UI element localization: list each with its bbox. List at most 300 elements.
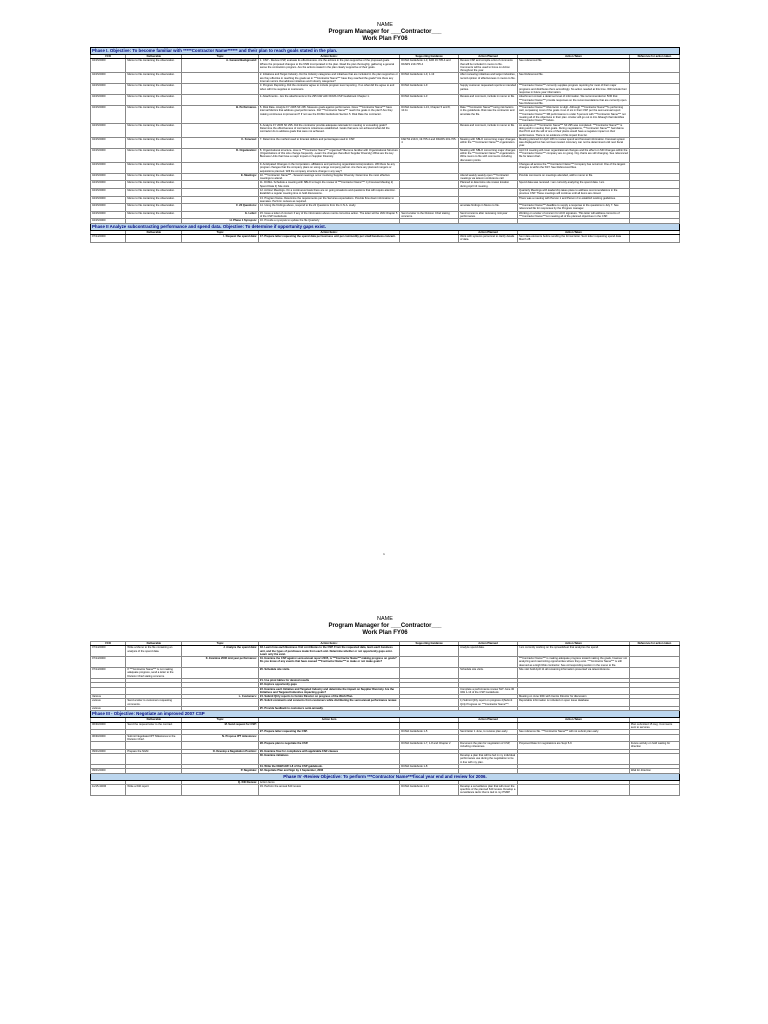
topic-cell: D. Organization:	[182, 148, 259, 162]
deliverable-cell: Memo to file containing the observation.	[126, 204, 182, 212]
reference-cell	[629, 123, 679, 137]
fco-cell: 06/30/2000	[91, 734, 126, 742]
action-planned-cell: Develop a plan that will be fed in my individual performance use during the negotiation to be in line with my plan.	[459, 754, 518, 765]
fco-cell: 04/15/2000	[91, 137, 126, 148]
action-item-cell: 6. Analyze FY 2005 SF 295- Did the contractor provide adequate rationale for meeting or exceeding goals? Determine the effectiveness of contractors milestones established. Goals that were not achieved what did the contractor do to address goals that were not achieved.	[258, 123, 399, 137]
deliverable-cell	[126, 687, 182, 695]
reference-cell	[629, 173, 679, 181]
table-row	[91, 84, 680, 95]
deliverable-cell: Memo to file containing the observation.	[126, 173, 182, 181]
topic-cell	[182, 123, 259, 137]
action-planned-cell: After reviewing initiatives and target industries, record opinion of effectiveness in memo to file.	[459, 73, 518, 84]
fco-cell: 04/15/2000	[91, 95, 126, 106]
reference-cell	[629, 784, 679, 795]
table-row	[91, 95, 680, 106]
reference-cell: Future activity on hold waiting for direction	[629, 742, 679, 750]
topic-cell: N. Propose IPT milestones:	[182, 734, 259, 742]
reference-cell	[629, 234, 679, 242]
supporting-guidance-cell: DCMA Guidebook 1-9, 1-13	[400, 73, 459, 84]
action-taken-cell: Sent data elements before sending the formal letter. Sent letter requesting spend data March 28.	[517, 234, 629, 242]
supporting-guidance-cell: DCMA Guidebook 1-3, FAR 19.705-4 and DFARS 219-705-4	[400, 59, 459, 73]
supporting-guidance-header: Supporting Guidance	[400, 55, 459, 59]
reference-cell	[629, 148, 679, 162]
fco-cell: various	[91, 707, 126, 711]
action-planned-cell	[459, 188, 518, 196]
action-item-cell	[258, 734, 399, 742]
reference-header: Reference for action taken	[629, 642, 679, 646]
table-row	[91, 211, 680, 219]
phase-1-banner: Phase I. Objective: To become familiar with *****Contractor Name****** and their plan to reach goals stated in the plan.	[91, 48, 680, 55]
action-planned-cell: Document the plan for negotiation of CSP, including milestones.	[459, 742, 518, 750]
topic-cell	[182, 784, 259, 795]
reference-cell	[629, 137, 679, 148]
supporting-guidance-cell	[400, 173, 459, 181]
fco-cell: 04/15/2000	[91, 84, 126, 95]
work-plan-table-2	[90, 641, 680, 796]
reference-cell	[629, 211, 679, 219]
deliverable-cell	[126, 234, 182, 242]
action-taken-cell: Site visit held April 11 all remaining information presented via teleconference.	[517, 668, 629, 679]
action-taken-cell: Attachment contain a detail set level of information. We recommended on 5/30 that ***Contractor Name*** provide responses on the recommendations that are currently open. See Referenced file.	[517, 95, 629, 106]
action-item-cell: 31. Write the NGM IAW 1-8 of the CSP guidebook.	[258, 764, 399, 768]
supporting-guidance-cell	[400, 699, 459, 707]
supporting-guidance-header: Supporting Guidance	[400, 642, 459, 646]
action-planned-cell	[459, 162, 518, 173]
table-row	[91, 196, 680, 204]
topic-cell	[182, 188, 259, 196]
action-planned-cell: Meeting with SBLO concerning major changes within the ***Contractor Name*** organization.	[459, 137, 518, 148]
table-row	[91, 234, 680, 242]
action-planned-cell: annotate findings in Memo to file.	[459, 204, 518, 212]
deliverable-cell: Memo to file containing the observation.	[126, 123, 182, 137]
reference-cell	[629, 646, 679, 657]
topic-cell: A. General Background:	[182, 59, 259, 73]
action-item-cell: 16. Provide a synopsis to update the file Quarterly	[258, 219, 399, 223]
action-planned-cell: Attend weekly weekly open ***Contractor meetings via telecon conference call	[459, 173, 518, 181]
fco-cell: 09/01/2000	[91, 749, 126, 753]
fco-cell: various	[91, 699, 126, 707]
deliverable-header: Deliverable	[126, 642, 182, 646]
fco-cell: 04/15/2000	[91, 219, 126, 223]
name-field: NAME	[377, 616, 393, 622]
supporting-guidance-cell: DCMA Guidebook 1-13	[400, 784, 459, 795]
action-item-cell: 32. Negotiate Plan and Sign by 1 September, 2006	[258, 769, 399, 773]
topic-cell: K. Examine 2006 mid-year performance:	[182, 657, 259, 668]
action-item-cell: 13. Program Name- Determine the requirements per the Services expectations. Provide flow down information to teamates. Perform reviews as required.	[258, 196, 399, 204]
table-row	[91, 734, 680, 742]
action-item-cell: 12. Ad Hoc Meetings- On a continuous basis there are on going situations and questions that will require attention. Establish a regular meeting time to hold discussions.	[258, 188, 399, 196]
action-taken-cell: Working on a letter of concern for ACO signature. This letter will address concerns of ***Contractor Name***not meeting all of the planned objectives in the CSP.	[517, 211, 629, 219]
action-item-cell: 27. Prepare letter requesting the CSP.	[258, 730, 399, 734]
topic-cell: F. 22 Questions:	[182, 204, 259, 212]
fco-cell	[91, 754, 126, 765]
reference-cell: Wait for direction	[629, 769, 679, 773]
work-plan-table-1	[90, 47, 680, 243]
action-item-cell: 18. Learn how each Business Unit contributes to the CSP. From the requested data, learn each business unit, and the types of purchases made from each unit. Determine whether or not opportunity gaps exist. Learn only the exist.	[258, 646, 399, 657]
supporting-guidance-cell	[400, 123, 459, 137]
action-item-cell: 1. CSP - Review CSP, evaluate its effectiveness. Are the actions in the plan supportive of the proposed goals. Where the proposed changes to the NSM incorporated in the plan. Read the plan thoroughly, gathering a general sense the contractors program. Are the actions stated in the plan clearly supportive of their goals.	[258, 59, 399, 73]
phase-2-banner-text: Phase II Analyze subcontracting performance and spend data. Objective: To determine if opportunity gaps exist.	[91, 223, 680, 230]
deliverable-header: Deliverable	[126, 55, 182, 59]
table-row	[91, 754, 680, 765]
fco-cell: 04/15/2000	[91, 123, 126, 137]
reference-cell	[629, 196, 679, 204]
action-taken-cell: See Referenced file.	[517, 73, 629, 84]
action-planned-cell: Analyze spend data.	[459, 646, 518, 657]
deliverable-cell: Prepare the NGM	[126, 749, 182, 753]
action-taken-cell	[517, 754, 629, 765]
action-planned-header: Action Planned	[459, 230, 518, 234]
topic-cell: L. Customers:	[182, 695, 259, 699]
deliverable-cell: Memo to file containing the observation.	[126, 188, 182, 196]
action-item-cell: 10. ***Contractor Name*** - Several meetings occur involving Supplier Diversity. Determine the most effective meetings to attend.	[258, 173, 399, 181]
supporting-guidance-cell	[400, 754, 459, 765]
table-row	[91, 123, 680, 137]
table-row	[91, 73, 680, 84]
fco-cell: Various	[91, 695, 126, 699]
table-row	[91, 204, 680, 212]
topic-cell	[182, 84, 259, 95]
phase-3-banner-text: Phase III - Objective: Negotiate an improved 2007 CSP	[91, 711, 680, 718]
action-planned-header: Action Planned	[459, 55, 518, 59]
supporting-guidance-cell: DCMA Guidebook 1-8	[400, 764, 459, 768]
fco-cell: 04/15/2000	[91, 59, 126, 73]
action-item-cell: 14. Using the findings above, respond to the 22 Questions from the C.N.A. study.	[258, 204, 399, 212]
fco-cell	[91, 742, 126, 750]
reference-header: Reference for action taken	[629, 55, 679, 59]
action-item-cell: Action Items	[258, 780, 399, 784]
reference-cell	[629, 204, 679, 212]
action-taken-cell: ***Contractor Name*** currently supplies program reporting for most of their major programs and distributes them accordingly. No action needed at this time. Will include their response in future year information.	[517, 84, 629, 95]
supporting-guidance-cell	[400, 722, 459, 730]
table-row	[91, 173, 680, 181]
action-planned-cell: Rate ***Contractor Name***using risk factors in the guidebook. Risk rate the contractor and annotate the file.	[459, 106, 518, 123]
deliverable-cell	[126, 754, 182, 765]
fco-cell: 11/15-30/06	[91, 784, 126, 795]
reference-cell	[629, 668, 679, 679]
action-item-cell: 33. Perform the annual 640 review	[258, 784, 399, 795]
supporting-guidance-cell	[400, 646, 459, 657]
name-field: NAME	[377, 22, 393, 28]
action-taken-cell: Proposed Date for negotiations are Sept 5-9	[517, 742, 629, 750]
action-planned-cell: Work with systems personnel to clarify details of data.	[459, 234, 518, 242]
reference-cell	[629, 188, 679, 196]
reference-cell	[629, 59, 679, 73]
page-1-header	[90, 22, 680, 43]
action-item-cell: 5. Risk Rate- Analyze FY 2005 SF 295. Measure goals against performance. Does ***Contractor Name*** have internal Metrics that address goal performance. Did ***Contractor Name*** reach the goals in the plan? Are they making continuous improvement? If not see the DCMA Guidebook Section 5. Risk Rate the contractor.	[258, 106, 399, 123]
reference-cell	[629, 181, 679, 189]
fco-cell: 04/15/2000	[91, 211, 126, 219]
deliverable-header: Deliverable	[126, 718, 182, 722]
topic-header: Topic	[182, 642, 259, 646]
table-row	[91, 784, 680, 795]
action-planned-header: Action Planned	[459, 642, 518, 646]
deliverable-cell: Write a Memo to the file containing an analysis of the spend data.	[126, 646, 182, 657]
topic-cell	[182, 699, 259, 707]
action-planned-cell: Complete a performance review NLT June 30 IAW 1-13 of the CSP Guidebook.	[459, 687, 518, 695]
page-number: 1	[383, 552, 385, 556]
fco-header: FCO	[91, 642, 126, 646]
topic-cell: J. Analyze the spend data:	[182, 646, 259, 657]
action-planned-cell: 1) Submit Qtrly report on progress 2)Submit Qtrly Progress on ***Contractor Name***.	[459, 699, 518, 707]
action-taken-cell: Meeting on June 30th with Centre Director for discussion	[517, 695, 629, 699]
topic-cell: C. Forecast:	[182, 137, 259, 148]
doc-subtitle: Work Plan FY06	[362, 36, 408, 42]
supporting-guidance-cell: DCMA Guidebook 1-3	[400, 95, 459, 106]
action-taken-cell	[517, 722, 629, 730]
action-taken-cell: ***Contractor Name*** deadline to supply a response to the questions is July 7. See referenced file for responses by the Program manager.	[517, 204, 629, 212]
action-planned-cell: Planned to determine site review location during April 13 meeting.	[459, 181, 518, 189]
table-row	[91, 699, 680, 707]
action-item-cell: 2. Initiatives and Target Industry- Do the Industry categories and initiatives that are included in the plan supportive or are they effective in reaching the goals set in ***Contractor Name*** have they reached the goals? Are there any Internal metrics that address initiatives and Industry categories?	[259, 73, 398, 84]
action-planned-cell: Review CSP and compile a list of comments that will be included in memo to file. Comments will be used to focus on Action throughout the year.	[459, 59, 518, 73]
table-row	[91, 106, 680, 123]
action-item-cell: 28. Prepare plan to negotiate the CSP.	[258, 742, 399, 750]
supporting-guidance-cell	[400, 234, 459, 242]
fco-cell: 04/15/2000	[91, 173, 126, 181]
action-item-cell: 8. Organizational structure- How is ***Contractor Name*** organized? Become familiar with Organizational Structure (Organizations of this size change frequently. -Learn the changes that effect Supplier Diversity) What are the key Business Units that have a major impact on Supplier Diversity.	[258, 148, 399, 162]
supporting-guidance-cell: DCMA Guidebook 1-9	[400, 84, 459, 95]
action-item-cell: 19. Examine the CSP against semi-annual report 2005, is ***Contractor Name*** making progress on goals? Do you know of any events that have caused ***Contractor Name*** to make or not make goals?	[258, 657, 399, 668]
topic-cell	[182, 162, 259, 173]
action-planned-cell	[459, 196, 518, 204]
page-2-header	[90, 616, 680, 637]
action-taken-cell	[517, 687, 629, 695]
fco-cell: 07/14/2000	[91, 657, 126, 668]
deliverable-cell: Memo to file containing the observation.	[126, 73, 182, 84]
topic-header: Topic	[182, 230, 259, 234]
action-taken-cell: Meeting planned for April 13th to review spend and forecast information. Forecast system was displayed but has not been tested. Accuracy can not be determined until next fiscal year.	[517, 137, 629, 148]
topic-cell: E. Meetings:	[182, 173, 259, 181]
topic-cell: I. Request the spend data:	[182, 234, 259, 242]
deliverable-cell: Memo to file containing the observation.	[126, 148, 182, 162]
action-item-cell: 11. DCMA- Schedule a meeting with SBLO to begin the review of ***Contractor Name***: 1) Forecast Meeting 2) Spend Data 3) Site visits	[258, 181, 399, 189]
topic-cell	[182, 95, 259, 106]
deliverable-cell: Memo to file containing the observation.	[126, 162, 182, 173]
supporting-guidance-cell: DCMA Guidebook 1-5	[400, 730, 459, 734]
supporting-guidance-cell: DCMA Guidebook 1-7, 1-8 and Chapter 2	[400, 742, 459, 750]
deliverable-cell: Write a 640 report	[126, 784, 182, 795]
action-taken-cell: Changes all across the ***Contractor Name*** Company has occurred. One of the largest changes is within the SST. See Referenced files.	[517, 162, 629, 173]
supporting-guidance-cell	[400, 148, 459, 162]
action-item-cell: 17. Prepare letter requesting the spend data per business unit per commodity per small business concern.	[258, 234, 399, 242]
topic-cell	[182, 73, 259, 84]
topic-cell: O. Develop a Negotiation Position:	[182, 749, 259, 753]
action-item-cell: 21. Use pivot tables for desired results	[258, 678, 399, 682]
reference-cell	[629, 754, 679, 765]
reference-cell	[629, 73, 679, 84]
action-item-cell: 15. Issue a letter of concern if any of the information above merits corrective action. The letter will be IAW Chapter 5 of the CSP Guidebook.	[258, 211, 399, 219]
table-row	[91, 188, 680, 196]
fco-cell: 06/30/2000	[91, 722, 126, 730]
topic-cell	[182, 181, 259, 189]
supporting-guidance-cell	[400, 657, 459, 668]
doc-title: Program Manager for ___Contractor___	[328, 623, 442, 629]
action-item-cell: 25. Solicit comments and concerns from customers while distributing the semi-annual performance review.	[258, 699, 399, 707]
supporting-guidance-cell: FAR 52.219-9, 19.705-4 and DFARS 219-705-4	[400, 137, 459, 148]
reference-cell	[629, 162, 679, 173]
table-row	[91, 59, 680, 73]
phase-3-banner	[91, 711, 680, 718]
topic-cell	[182, 687, 259, 695]
action-taken-cell: April 13 meeting will cover organizational changes and the effect on SD Changes within the ***Contractor Name*** company are on going. Org charts are still changing. See referenced file for latest chart.	[517, 148, 629, 162]
action-planned-cell: Meeting with SBLO concerning major changes within the ***Contractor Name*** organization. Write memo to file with comments including discussion points.	[459, 148, 518, 162]
table-row	[91, 668, 680, 679]
supporting-guidance-cell	[400, 734, 459, 742]
phase-4-banner-text: Phase IV -Review Objective: To perform ***Contractor Name***fiscal year end and review for 2006.	[91, 773, 680, 780]
topic-cell	[182, 196, 259, 204]
action-planned-cell: Review and comment, include in memo to file.	[459, 95, 518, 106]
reference-cell	[629, 84, 679, 95]
table-row	[91, 162, 680, 173]
deliverable-cell: Send a letter to customers requesting comments.	[126, 699, 182, 707]
topic-cell: P. Negotiate:	[182, 769, 259, 773]
deliverable-header: Deliverable	[126, 230, 182, 234]
action-item-cell: 29. Examine flow for compliance with applicable FAR clauses	[258, 749, 399, 753]
topic-header: Topic	[182, 718, 259, 722]
reference-cell	[629, 734, 679, 742]
action-taken-cell: There was a meeting with Person 1 and Person 2 to establish working guidelines.	[517, 196, 629, 204]
action-item-cell: 24. Submit Qtrly reports to Centre Director on progress of the Work Plan.	[258, 695, 399, 699]
fco-cell: 04/15/2000	[91, 106, 126, 123]
doc-title: Program Manager for ___Contractor___	[328, 29, 442, 35]
topic-cell: Q. 640 Review:	[182, 780, 259, 784]
action-planned-cell: Schedule site visits.	[459, 668, 518, 679]
action-item-cell: 3. Program Reporting- Did the contractor agree to include program level reporting. If so what did the agree to and when will it be supplies to customers.	[258, 84, 399, 95]
page-1	[90, 22, 680, 243]
table-row	[91, 646, 680, 657]
fco-cell: 07/14/2000	[91, 668, 126, 679]
supporting-guidance-cell	[400, 181, 459, 189]
deliverable-cell: Memo to file containing the observation.	[126, 106, 182, 123]
supporting-guidance-cell: DCMA Guidebook 1-13, Chapter 5 and 8, 10.11	[400, 106, 459, 123]
phase-2-banner	[91, 223, 680, 230]
topic-cell	[182, 754, 259, 765]
reference-cell	[629, 699, 679, 707]
deliverable-cell: If ***Contractor Name*** is not making adequate progress, send a letter to the Division Chief stating concerns.	[126, 668, 182, 679]
action-taken-cell: Spend data was received. I am currently analyzing the spend data. I am	[517, 181, 629, 189]
action-items-header: Action Items:	[258, 55, 399, 59]
supporting-guidance-cell	[400, 162, 459, 173]
fco-cell: 07/14/2000	[91, 646, 126, 657]
action-planned-cell: Send letter 1 June, to receive plan early.	[459, 730, 518, 734]
action-taken-cell: ***Contractor Name*** Risk factor is High. Although ***Contractor Name***is performing well, surpassing most of the goals 4 out of six in their CSP per the semi-annual report ***Contractor Name*** SB performance is under 5 percent with ***Contractor Name*** not meeting all of the objectives in their plan. A letter will go out to Jim Albaugh that identifies ***Contractor Name*** failure.	[517, 106, 629, 123]
fco-cell: 04/15/2000	[91, 196, 126, 204]
reference-cell: Plan submitted 15 Aug. Comments sent to services.	[629, 722, 679, 730]
topic-header: Topic	[182, 55, 259, 59]
action-taken-cell	[517, 734, 629, 742]
topic-cell: G. Letter:	[182, 211, 259, 219]
topic-cell: M. Send request for CSP:	[182, 722, 259, 730]
deliverable-cell: Memo to file containing the observation.	[126, 211, 182, 219]
action-items-header: Action Items:	[258, 642, 399, 646]
deliverable-cell: Memo to file containing the observation.	[126, 59, 182, 73]
action-taken-cell: I am currently working on the spreadsheet that analyzes the spend.	[517, 646, 629, 657]
supporting-guidance-cell	[400, 188, 459, 196]
fco-cell: 09/01/2000	[91, 769, 126, 773]
supporting-guidance-cell	[400, 204, 459, 212]
table-row	[91, 687, 680, 695]
phase-4-banner	[91, 773, 680, 780]
topic-cell	[182, 668, 259, 679]
action-planned-cell: Send concerns after reviewing mid-year performance.	[459, 211, 518, 219]
action-items-header: Action Items:	[258, 230, 399, 234]
deliverable-cell	[126, 742, 182, 750]
table-row	[91, 657, 680, 668]
action-taken-cell: See referenced file.	[517, 59, 629, 73]
deliverable-cell: Memo to file containing the observation.	[126, 181, 182, 189]
doc-subtitle: Work Plan FY06	[362, 630, 408, 636]
table-row	[91, 181, 680, 189]
action-item-cell: 23. Examine each Initiative and Targeted Industry and determine the impact on Supplier Diversity. Are the Initiatives and Targeted Industries impacting goals?	[258, 687, 399, 695]
table-row	[91, 742, 680, 750]
supporting-guidance-cell	[400, 196, 459, 204]
action-item-cell: 25. Provide feedback to customers semi-annually.	[258, 707, 399, 711]
table-row	[91, 722, 680, 730]
topic-cell	[182, 742, 259, 750]
deliverable-cell: Submit Negotiated IPT Milestones to the Division Chief.	[126, 734, 182, 742]
deliverable-cell	[126, 657, 182, 668]
action-planned-cell: Review and comment, include in memo to file.	[459, 123, 518, 137]
deliverable-cell: Send the request letter to the contract	[126, 722, 182, 730]
action-taken-cell: An analysis of ***Contractor Name*** SF 295 was completed. ***Contractor Name*** is doing well in meeting their goals. During negotiations, ***Contractor Name*** had claims that PCO and the will of one of their plants would have a negative impact on their performance. There is no evidence of this impact thus far.	[517, 123, 629, 137]
action-taken-header: Action Taken	[517, 55, 629, 59]
fco-cell: 04/15/2000	[91, 73, 126, 84]
topic-cell: B. Performance-	[182, 106, 259, 123]
deliverable-cell: Memo to file containing the observation.	[126, 196, 182, 204]
action-taken-cell: Provide comments on meetings attended, add to memo to file.	[517, 173, 629, 181]
fco-cell: 04/15/2000	[91, 148, 126, 162]
action-item-cell: 22. Explore opportunity gaps	[258, 683, 399, 687]
reference-cell	[629, 106, 679, 123]
action-item-cell: 20. Schedule site visits.	[258, 668, 399, 679]
supporting-guidance-cell	[400, 668, 459, 679]
deliverable-cell: Memo to file containing the observation.	[126, 95, 182, 106]
fco-cell	[91, 687, 126, 695]
action-taken-header: Action Taken	[517, 718, 629, 722]
table-row	[91, 148, 680, 162]
reference-cell	[629, 657, 679, 668]
fco-header: FCO	[91, 55, 126, 59]
reference-cell	[629, 687, 679, 695]
action-item-cell: 7. Determine the method used to forecast dollars and percentages used in CSP.	[258, 137, 399, 148]
action-taken-cell: See reference file. ***Contractor Name*** will not submit plan early.	[517, 730, 629, 734]
action-planned-cell	[459, 657, 518, 668]
fco-cell: 07/14/2000	[91, 234, 126, 242]
supporting-guidance-cell	[400, 687, 459, 695]
page-2	[90, 616, 680, 796]
action-item-cell	[258, 722, 399, 730]
topic-cell: H. Phase 1 Synopsis:	[182, 219, 259, 223]
deliverable-cell: Memo to file containing the observation.	[126, 137, 182, 148]
fco-cell: 04/15/2000	[91, 204, 126, 212]
table-row	[91, 137, 680, 148]
action-taken-cell: Quarterly Meetings with leadership takes place to address recommendations in the previous CSP. These meetings will continue until all items are closed.	[517, 188, 629, 196]
deliverable-cell: Memo to file containing the observation.	[126, 84, 182, 95]
action-items-header: Action Item	[258, 718, 399, 722]
fco-cell: 04/15/2000	[91, 162, 126, 173]
supporting-guidance-cell: Send a letter to the Division Chief stating concerns.	[400, 211, 459, 219]
action-taken-cell: Reportable information is included on open issue database	[517, 699, 629, 707]
action-item-cell: 4. Attachments - Are the attachments to the 295 IAW with DCMA CSP Guidebook Chapter 1.	[258, 95, 399, 106]
fco-cell: 04/15/2000	[91, 181, 126, 189]
action-planned-cell	[459, 722, 518, 730]
reference-cell	[629, 95, 679, 106]
fco-cell: 04/15/2000	[91, 188, 126, 196]
action-planned-cell: Develop a surveillance plan that will cover the specifics of the planned 640 review. Develop a surveillance tactic that is tied to my PSMP	[459, 784, 518, 795]
action-planned-header: Action Planned	[459, 718, 518, 722]
action-item-cell: 30. Examine initiatives	[258, 754, 399, 765]
